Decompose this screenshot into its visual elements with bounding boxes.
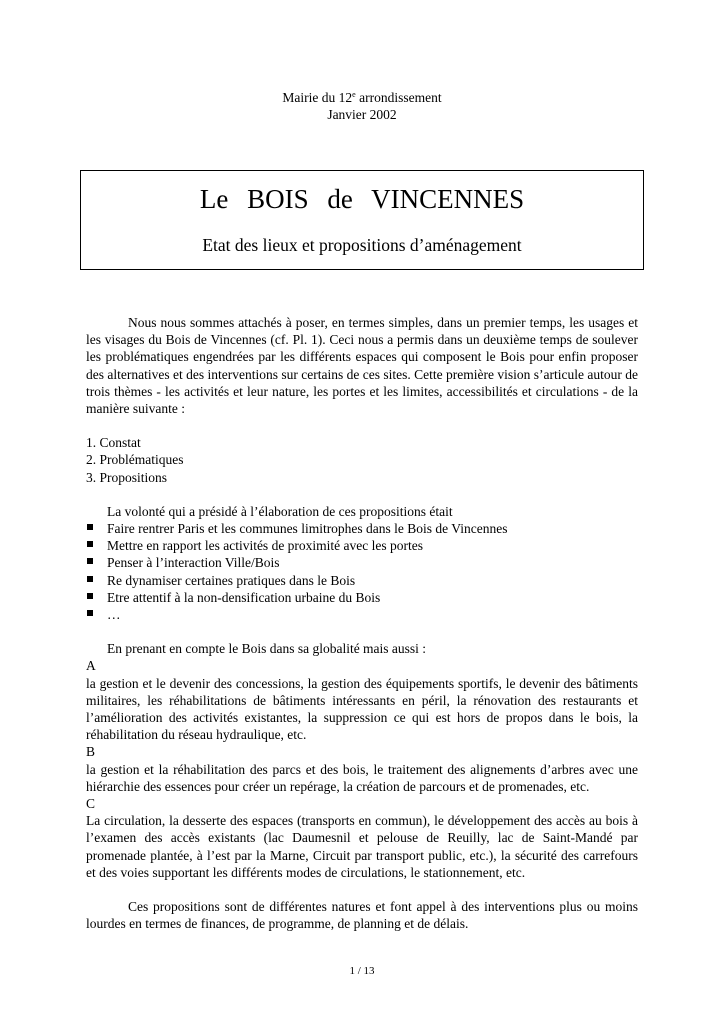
section-letter-a: A [86,658,96,674]
bullet-item: Penser à l’interaction Ville/Bois [86,554,638,571]
volonte-paragraph: La volonté qui a présidé à l’élaboration de ces propositions était [107,503,453,519]
bullet-item: Etre attentif à la non-densification urbaine du Bois [86,589,638,606]
section-b-text: la gestion et la réhabilitation des parcs et des bois, le traitement des alignements d’arbres avec une hiérarchie des essences pour créer un repérage, la création de parcours et de promenades, etc. [86,761,638,794]
numbered-item: 1. Constat [86,435,141,451]
superscript-e: e [352,90,356,99]
document-body [86,314,638,933]
header-line-mairie: Mairie du 12e arrondissement [282,90,442,105]
header-line-date: Janvier 2002 [327,107,397,122]
title-box [80,170,644,270]
bullet-item: Faire rentrer Paris et les communes limitrophes dans le Bois de Vincennes [86,520,638,537]
section-a-text: la gestion et le devenir des concessions, la gestion des équipements sportifs, le devenir des bâtiments militaires, les réhabilitations de bâtiments intéressants en péril, la rénovation des restaurants et l’amélioration des activités existantes, la suppression ce qui est hors de propos dans le bois, la réhabilitation du réseau hydraulique, etc. [86,675,638,743]
bullet-item: Re dynamiser certaines pratiques dans le Bois [86,572,638,589]
section-c-text: La circulation, la desserte des espaces (transports en commun), le développement des accès au bois à l’examen des accès existants (lac Daumesnil et pelouse de Reuilly, lac de Saint-Mandé par promenade plantée, à l’est par la Marne, Circuit par transport public, etc.), la sécurité des carrefours et des voies supportant les différents modes de circulations, le stationnement, etc. [86,813,638,880]
square-bullet-icon [87,558,93,564]
square-bullet-icon [87,593,93,599]
document-header [0,86,724,123]
document-title: Le BOIS de VINCENNES [199,184,525,214]
section-letter-c: C [86,796,96,812]
numbered-list [86,434,638,486]
bullet-list [86,520,638,623]
bullet-item: Mettre en rapport les activités de proximité avec les portes [86,537,638,554]
square-bullet-icon [87,610,93,616]
numbered-item: 3. Propositions [86,469,168,485]
page-number: 1 / 13 [349,965,375,977]
section-letter-b: B [86,744,96,760]
numbered-item: 2. Problématiques [86,452,184,468]
closing-paragraph: Ces propositions sont de différentes natures et font appel à des interventions plus ou moins lourdes en termes de finances, de programme, de planning et de délais. [86,899,638,932]
bullet-item: … [86,606,638,623]
intro-paragraph: Nous nous sommes attachés à poser, en termes simples, dans un premier temps, les usages et les visages du Bois de Vincennes (cf. Pl. 1). Ceci nous a permis dans un deuxième temps de soulever les problématiques engendrées par les différents espaces qui composent le Bois pour enfin proposer des alternatives et des interventions sur certains de ces sites. Cette première vision s’articule autour de trois thèmes - les activités et leur nature, les portes et les limites, accessibilités et circulations - de la manière suivante : [86,315,638,417]
prenant-paragraph: En prenant en compte le Bois dans sa globalité mais aussi : [107,641,427,657]
square-bullet-icon [87,541,93,547]
square-bullet-icon [87,524,93,530]
square-bullet-icon [87,576,93,582]
document-subtitle: Etat des lieux et propositions d’aménagement [202,235,522,255]
